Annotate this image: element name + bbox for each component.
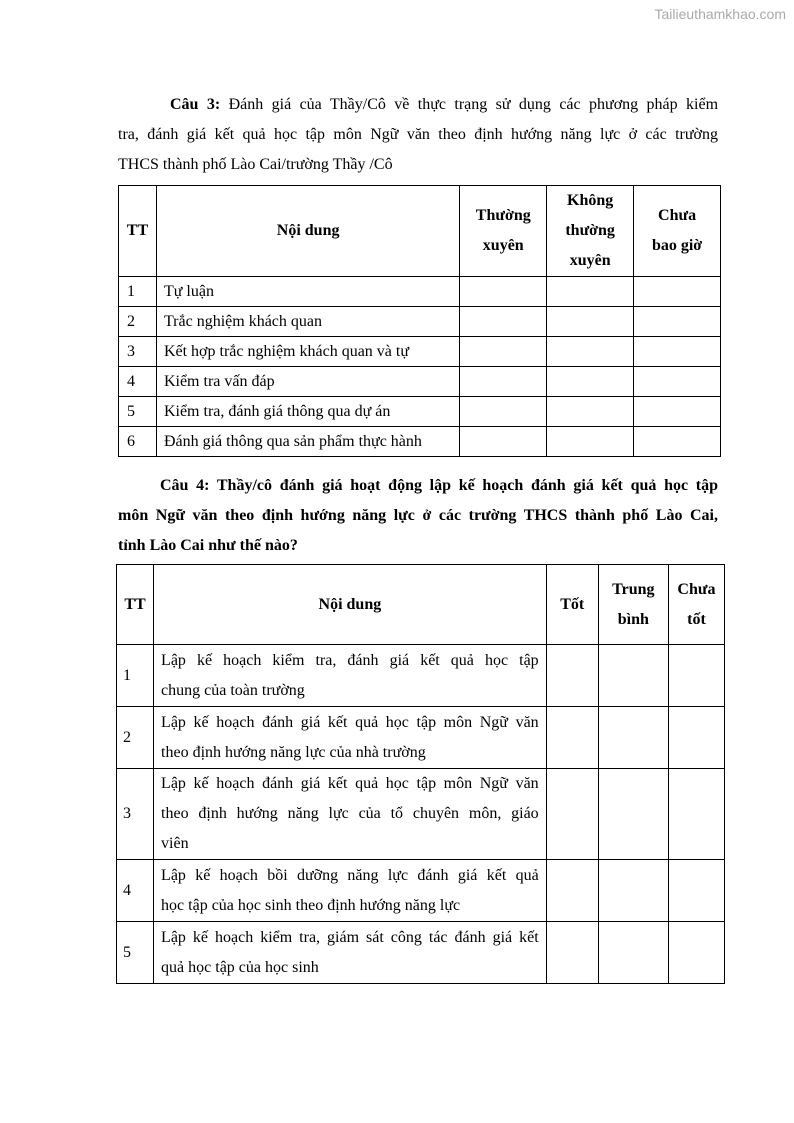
row-number: 2: [119, 307, 157, 337]
row-number: 1: [117, 645, 154, 707]
answer-cell[interactable]: [547, 307, 634, 337]
answer-cell[interactable]: [668, 769, 724, 860]
row-content: Tự luận: [156, 277, 459, 307]
row-content: Lập kế hoạch đánh giá kết quả học tập môn Ngữ văn theo định hướng năng lực của tổ chuyên môn, giáo viên: [154, 769, 547, 860]
row-content: Kiểm tra, đánh giá thông qua dự án: [156, 397, 459, 427]
table-row: [119, 427, 721, 457]
answer-cell[interactable]: [634, 307, 721, 337]
answer-cell[interactable]: [598, 707, 668, 769]
header-content: Nội dung: [156, 186, 459, 277]
table-row: [117, 645, 725, 707]
answer-cell[interactable]: [460, 277, 547, 307]
question-3-line-2: tra, đánh giá kết quả học tập môn Ngữ văn theo định hướng năng lực ở các trường: [118, 126, 718, 143]
question-3-line-3: THCS thành phố Lào Cai/trường Thầy /Cô: [118, 156, 393, 173]
row-content: Kiểm tra vấn đáp: [156, 367, 459, 397]
answer-cell[interactable]: [634, 337, 721, 367]
answer-cell[interactable]: [668, 707, 724, 769]
table-row: [117, 707, 725, 769]
answer-cell[interactable]: [546, 707, 598, 769]
answer-cell[interactable]: [460, 397, 547, 427]
table-row: [119, 307, 721, 337]
row-number: 3: [117, 769, 154, 860]
row-number: 5: [117, 922, 154, 984]
header-content: Nội dung: [154, 565, 547, 645]
question-4-table: [116, 564, 725, 984]
answer-cell[interactable]: [460, 367, 547, 397]
table-row: [117, 860, 725, 922]
header-tt: TT: [117, 565, 154, 645]
watermark: Tailieuthamkhao.com: [654, 6, 786, 22]
answer-cell[interactable]: [547, 277, 634, 307]
table-row: [119, 277, 721, 307]
row-content: Lập kế hoạch đánh giá kết quả học tập môn Ngữ văn theo định hướng năng lực của nhà trường: [154, 707, 547, 769]
table-header-row: [119, 186, 721, 277]
answer-cell[interactable]: [547, 337, 634, 367]
answer-cell[interactable]: [547, 367, 634, 397]
row-number: 2: [117, 707, 154, 769]
answer-cell[interactable]: [547, 427, 634, 457]
question-4-paragraph: [118, 471, 718, 561]
answer-cell[interactable]: [598, 645, 668, 707]
answer-cell[interactable]: [460, 307, 547, 337]
header-tt: TT: [119, 186, 157, 277]
answer-cell[interactable]: [634, 367, 721, 397]
question-3-paragraph: [118, 90, 718, 180]
answer-cell[interactable]: [546, 860, 598, 922]
answer-cell[interactable]: [547, 397, 634, 427]
answer-cell[interactable]: [634, 427, 721, 457]
row-content: Trắc nghiệm khách quan: [156, 307, 459, 337]
table-row: [117, 769, 725, 860]
header-good: Tốt: [546, 565, 598, 645]
row-content: Lập kế hoạch kiểm tra, đánh giá kết quả học tập chung của toàn trường: [154, 645, 547, 707]
answer-cell[interactable]: [546, 769, 598, 860]
question-4-line-2: môn Ngữ văn theo định hướng năng lực ở các trường THCS thành phố Lào Cai,: [118, 507, 718, 524]
header-average: Trung bình: [598, 565, 668, 645]
answer-cell[interactable]: [634, 397, 721, 427]
row-number: 6: [119, 427, 157, 457]
answer-cell[interactable]: [546, 922, 598, 984]
row-number: 4: [117, 860, 154, 922]
answer-cell[interactable]: [668, 922, 724, 984]
header-frequent: Thường xuyên: [460, 186, 547, 277]
header-infrequent: Không thường xuyên: [547, 186, 634, 277]
row-number: 3: [119, 337, 157, 367]
answer-cell[interactable]: [668, 645, 724, 707]
table-row: [119, 367, 721, 397]
question-3-text-1: Đánh giá của Thầy/Cô về thực trạng sử dụng các phương pháp kiểm: [228, 96, 719, 113]
header-never: Chưa bao giờ: [634, 186, 721, 277]
row-number: 4: [119, 367, 157, 397]
question-3-label: Câu 3:: [170, 96, 221, 113]
answer-cell[interactable]: [634, 277, 721, 307]
table-header-row: [117, 565, 725, 645]
question-4-line-3: tỉnh Lào Cai như thế nào?: [118, 537, 298, 554]
question-4-line-1: Câu 4: Thầy/cô đánh giá hoạt động lập kế hoạch đánh giá kết quả học tập: [160, 477, 718, 494]
answer-cell[interactable]: [598, 922, 668, 984]
answer-cell[interactable]: [460, 337, 547, 367]
answer-cell[interactable]: [598, 860, 668, 922]
header-not-good: Chưa tốt: [668, 565, 724, 645]
row-content: Đánh giá thông qua sản phẩm thực hành: [156, 427, 459, 457]
table-row: [119, 337, 721, 367]
answer-cell[interactable]: [460, 427, 547, 457]
table-row: [119, 397, 721, 427]
question-3-line-1: [118, 90, 718, 120]
row-content: Lập kế hoạch bồi dưỡng năng lực đánh giá kết quả học tập của học sinh theo định hướng năng lực: [154, 860, 547, 922]
answer-cell[interactable]: [668, 860, 724, 922]
table-row: [117, 922, 725, 984]
question-3-table: [118, 185, 721, 457]
answer-cell[interactable]: [546, 645, 598, 707]
answer-cell[interactable]: [598, 769, 668, 860]
row-number: 5: [119, 397, 157, 427]
row-content: Kết hợp trắc nghiệm khách quan và tự: [156, 337, 459, 367]
row-number: 1: [119, 277, 157, 307]
row-content: Lập kế hoạch kiểm tra, giám sát công tác đánh giá kết quả học tập của học sinh: [154, 922, 547, 984]
